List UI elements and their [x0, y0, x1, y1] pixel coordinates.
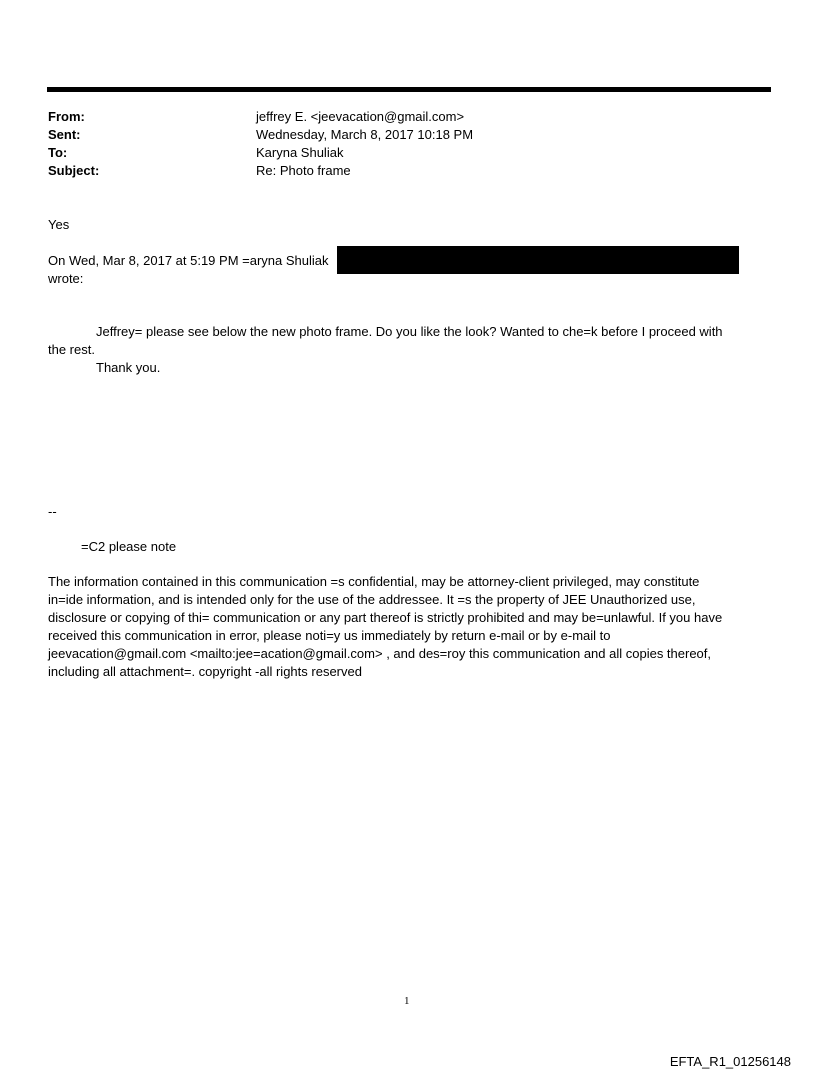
reply-text: Yes	[48, 217, 70, 232]
disclaimer-line: in=ide information, and is intended only for the use of the addressee. It =s the property of JEE Unauthorized use,	[48, 592, 696, 607]
quoted-message-thanks: Thank you.	[96, 360, 161, 375]
disclaimer-line: The information contained in this communication =s confidential, may be attorney-client privileged, may constitute	[48, 574, 700, 589]
to-label: To:	[48, 145, 68, 160]
signature-separator: --	[48, 504, 57, 519]
disclaimer-line: received this communication in error, please noti=y us immediately by return e-mail or by e-mail to	[48, 628, 611, 643]
to-value: Karyna Shuliak	[256, 145, 344, 160]
from-label: From:	[48, 109, 85, 124]
disclaimer-line: jeevacation@gmail.com <mailto:jee=acation@gmail.com> , and des=roy this communication and all copies thereof,	[48, 646, 712, 661]
quoted-message-line: Jeffrey= please see below the new photo frame. Do you like the look? Wanted to che=k before I proceed with	[96, 324, 723, 339]
subject-value: Re: Photo frame	[256, 163, 351, 178]
document-id: EFTA_R1_01256148	[669, 1054, 791, 1069]
page-number: 1	[404, 995, 410, 1007]
disclaimer-line: disclosure or copying of thi= communication or any part thereof is strictly prohibited and may be=unlawful. If you have	[48, 610, 723, 625]
signature-note: =C2 please note	[81, 539, 177, 554]
from-value: jeffrey E. <jeevacation@gmail.com>	[256, 109, 465, 124]
redaction-bar	[337, 246, 739, 274]
disclaimer-line: including all attachment=. copyright -all rights reserved	[48, 664, 362, 679]
sent-value: Wednesday, March 8, 2017 10:18 PM	[256, 127, 474, 142]
quoted-message-line: the rest.	[48, 342, 95, 357]
quote-intro-wrote: wrote:	[48, 271, 84, 286]
subject-label: Subject:	[48, 163, 100, 178]
quote-intro: On Wed, Mar 8, 2017 at 5:19 PM =aryna Shuliak	[48, 253, 329, 268]
confidentiality-disclaimer	[48, 573, 768, 681]
sent-label: Sent:	[48, 127, 81, 142]
header-rule	[47, 87, 771, 92]
